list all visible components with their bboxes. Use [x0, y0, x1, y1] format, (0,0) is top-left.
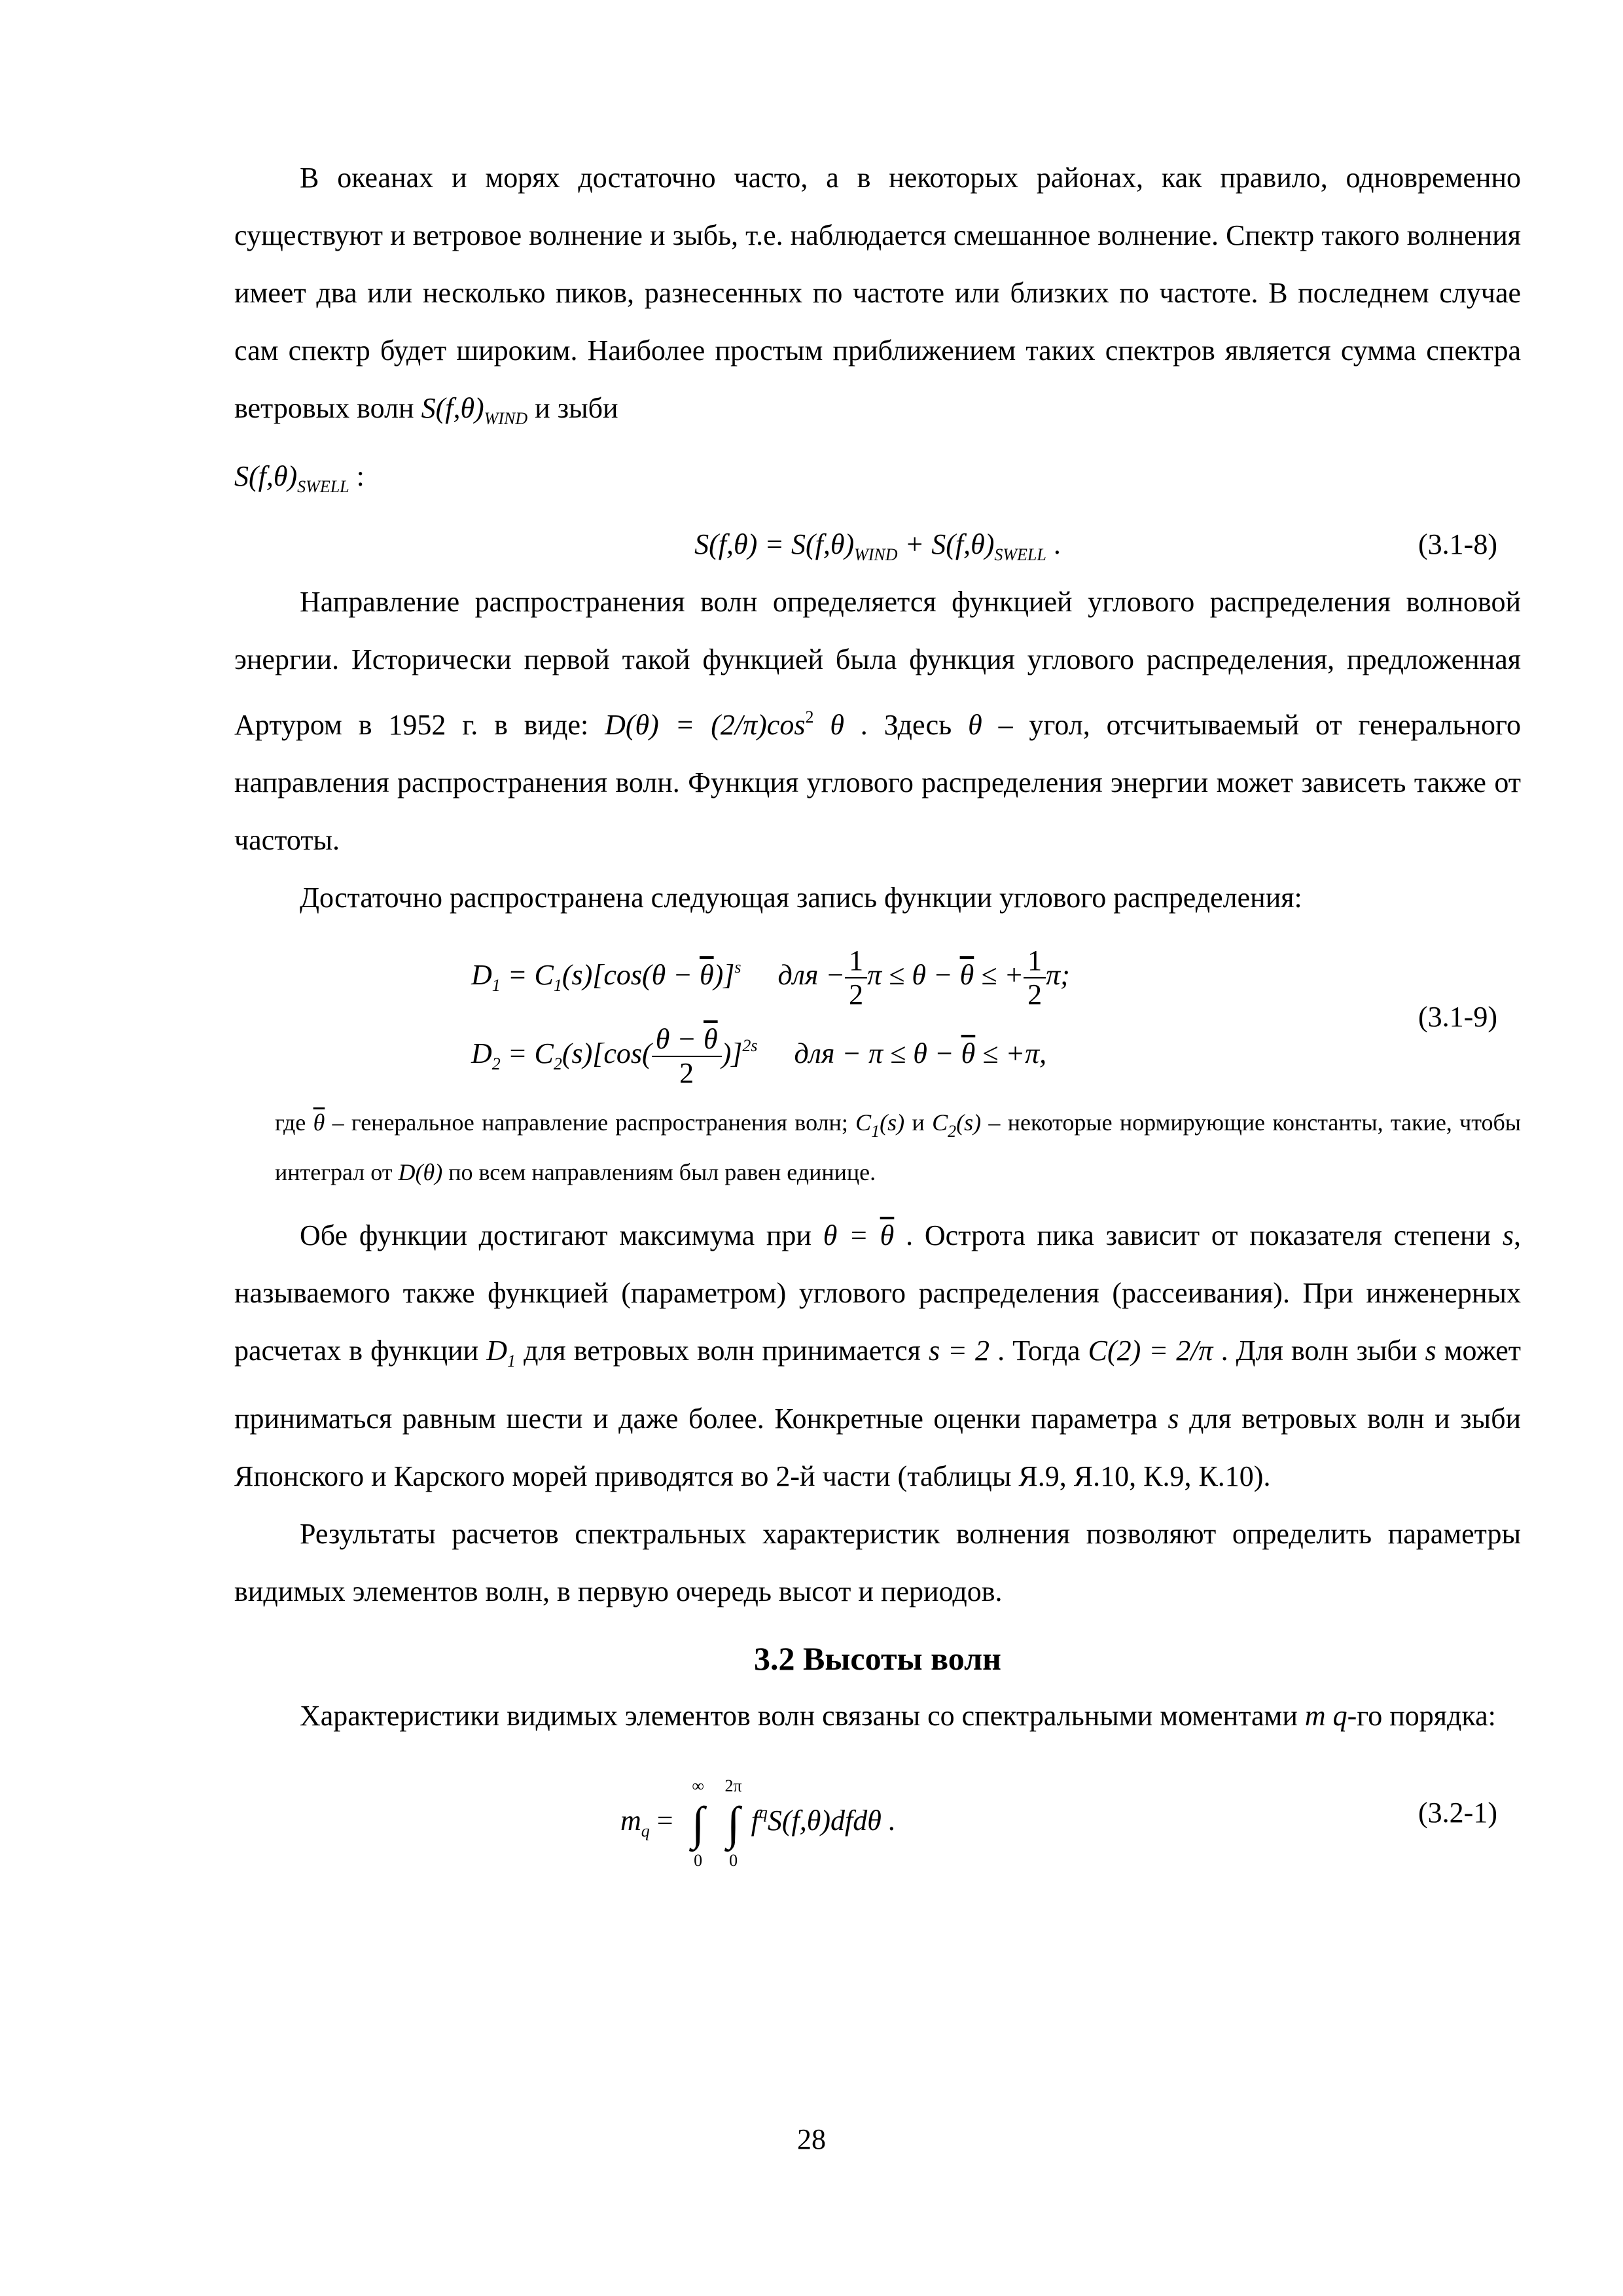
equation-d2 [471, 1017, 1046, 1093]
symbol-q: q [1332, 1700, 1347, 1732]
eq: = [649, 1804, 681, 1837]
symbol-s: s [1425, 1335, 1436, 1367]
page-content [234, 149, 1521, 1889]
d2: D [471, 1037, 492, 1069]
equation-3-1-8 [234, 516, 1521, 573]
note-paragraph [275, 1102, 1521, 1193]
text: . Для волн зыби [1213, 1335, 1425, 1367]
d1-cond-mid2: ≤ + [974, 959, 1024, 991]
text: . Острота пика зависит от показателя степени [894, 1219, 1503, 1251]
num [652, 1023, 722, 1057]
text: – угол, отсчитываемый от генерального направления распространения волн. Функция углового распределения энергии может зависеть также от частоты. [234, 709, 1521, 856]
equation-d1 [471, 939, 1070, 1014]
d1-close: )] [713, 959, 735, 991]
d2-body: = C [500, 1037, 554, 1069]
integrand-f: f [751, 1804, 759, 1837]
text: . Тогда [989, 1335, 1088, 1367]
symbol-s: s [1502, 1219, 1514, 1251]
symbol-m: m [1304, 1700, 1326, 1732]
equation-body [620, 1776, 896, 1870]
integrand: S(f,θ)dfdθ . [767, 1804, 896, 1837]
section-heading: 3.2 Высоты волн [754, 1640, 1001, 1677]
d1: D [471, 959, 492, 991]
text: и [904, 1109, 933, 1136]
d1-cond-mid: π ≤ θ − [867, 959, 960, 991]
paragraph-mixed-waves [234, 149, 1521, 516]
sub: 1 [871, 1122, 880, 1141]
formula-arthur-end: θ [813, 709, 844, 741]
d2-condition: для − π ≤ θ − [794, 1037, 961, 1069]
den: 2 [849, 978, 864, 1011]
exp: 2s [742, 1036, 758, 1055]
text: Обе функции достигают максимума при [300, 1219, 823, 1251]
num: 1 [1024, 944, 1046, 978]
fraction-half [1024, 944, 1046, 1011]
sup: q [758, 1803, 768, 1822]
d-theta: D(θ) [398, 1159, 443, 1185]
eq-end: . [1046, 528, 1061, 560]
subscript-wind: WIND [484, 409, 528, 428]
text: -го порядка: [1347, 1700, 1496, 1732]
fraction-half [845, 944, 867, 1011]
c-arg: (s) [880, 1109, 905, 1136]
equation-number: (3.2-1) [1418, 1797, 1497, 1829]
num-text: θ − [655, 1022, 704, 1055]
equation-3-1-9 [234, 932, 1521, 1102]
den: 2 [1027, 978, 1043, 1011]
text: где [275, 1109, 313, 1136]
d1: D [486, 1335, 507, 1367]
sub: q [641, 1821, 650, 1840]
mq: m [620, 1804, 641, 1837]
theta-bar: $\overline{\theta}$ [313, 1109, 325, 1136]
sub: 1 [553, 976, 562, 995]
upper-limit: ∞ [692, 1776, 704, 1795]
text: Направление распространения волн определяется функцией углового распределения волновой энергии. Исторически первой такой функцией была функция углового распределения, предложенная Артуром в 1952 г. в виде: [234, 586, 1521, 741]
den: 2 [679, 1056, 694, 1089]
upper-limit: 2π [724, 1776, 742, 1795]
formula-arthur: D(θ) = (2/π)cos [605, 709, 806, 741]
eq-sub-swell: SWELL [994, 545, 1046, 564]
max-eq: θ = [823, 1219, 880, 1251]
text: может приниматься равным шести и даже более. Конкретные оценки параметра [234, 1335, 1522, 1435]
d1-body: = C [500, 959, 554, 991]
equation-body [234, 516, 1521, 584]
theta-bar: $\overline{\theta}$ [880, 1219, 895, 1251]
paragraph-maximum [234, 1207, 1521, 1505]
paragraph-direction [234, 573, 1521, 869]
text: и зыби [527, 392, 618, 424]
theta-bar: $\overline{\theta}$ [959, 959, 974, 991]
lower-limit: 0 [729, 1850, 738, 1870]
d1-cond-end: π; [1046, 959, 1070, 991]
text: – некоторые нормирующие константы, такие, чтобы интеграл от [275, 1109, 1521, 1185]
text: для ветровых волн принимается [515, 1335, 929, 1367]
text: . Здесь [844, 709, 969, 741]
paragraph-spectral-moments [234, 1687, 1521, 1745]
lower-limit: 0 [694, 1850, 703, 1870]
paragraph-results: Результаты расчетов спектральных характеристик волнения позволяют определить параметры видимых элементов волн, в первую очередь высот и периодов. [234, 1518, 1521, 1607]
c-eq: C(2) = 2/π [1088, 1335, 1213, 1367]
symbol-s: s [1168, 1403, 1179, 1435]
sub: 1 [491, 976, 501, 995]
text: , называемого также функцией (параметром) углового распределения (рассеивания). При инженерных расчетах в функции [234, 1219, 1521, 1367]
formula-s-swell: S(f,θ) [234, 460, 298, 492]
text: – генеральное направление распространения волн; [325, 1109, 856, 1136]
symbol-theta: θ [968, 709, 982, 741]
text: : [349, 460, 365, 492]
subscript-swell: SWELL [297, 477, 349, 496]
integral-inner [716, 1776, 751, 1870]
c2: C [932, 1109, 948, 1136]
formula-s-wind: S(f,θ) [421, 392, 484, 424]
eq-mid: + S(f,θ) [897, 528, 995, 560]
d1-tail: (s)[cos(θ − [562, 959, 700, 991]
text: В океанах и морях достаточно часто, а в некоторых районах, как правило, одновременно существуют и ветровое волнение и зыбь, т.е. наблюдается смешанное волнение. Спектр такого волнения имеет два или несколько пиков, разнесенных по частоте или близких по частоте. В последнем случае сам спектр будет широким. Наиболее простым приближением таких спектров является сумма спектра ветровых волн [234, 162, 1521, 424]
superscript: 2 [805, 708, 814, 726]
d2-tail: (s)[cos( [562, 1037, 652, 1069]
equation-number: (3.1-9) [1418, 1001, 1497, 1033]
equation-number: (3.1-8) [1418, 528, 1497, 560]
sub: 2 [491, 1054, 501, 1073]
sub: 2 [553, 1054, 562, 1073]
num: 1 [845, 944, 867, 978]
s-eq: s = 2 [928, 1335, 990, 1367]
integral-outer [681, 1776, 716, 1870]
eq-left: S(f,θ) = S(f,θ) [694, 528, 855, 560]
sub: 2 [948, 1122, 957, 1141]
theta-bar: $\overline{\theta}$ [961, 1037, 976, 1069]
integral-sign: ∫ [691, 1797, 705, 1850]
eq-sub-wind: WIND [854, 545, 898, 564]
text [1326, 1700, 1333, 1732]
page-number: 28 [797, 2123, 826, 2155]
d2-close: )] [721, 1037, 743, 1069]
d2-cond-end: ≤ +π, [975, 1037, 1047, 1069]
equation-3-2-1 [234, 1745, 1521, 1889]
sub: 1 [507, 1352, 516, 1371]
d1-condition: для − [777, 959, 846, 991]
text: по всем направлениям был равен единице. [442, 1159, 876, 1185]
text: Характеристики видимых элементов волн связаны со спектральными моментами [300, 1700, 1305, 1732]
theta-bar: $\overline{\theta}$ [700, 959, 714, 991]
c1: C [855, 1109, 872, 1136]
integral-sign: ∫ [726, 1797, 740, 1850]
fraction-theta [652, 1023, 722, 1090]
text: для ветровых волн и зыби Японского и Карского морей приводятся во 2-й части (таблицы Я.9, Я.10, К.9, К.10). [234, 1403, 1522, 1492]
paragraph-angular-function: Достаточно распространена следующая запись функции углового распределения: [300, 882, 1302, 914]
c-arg: (s) [956, 1109, 982, 1136]
exp: s [734, 958, 741, 977]
theta-bar: $\overline{\theta}$ [704, 1022, 718, 1055]
